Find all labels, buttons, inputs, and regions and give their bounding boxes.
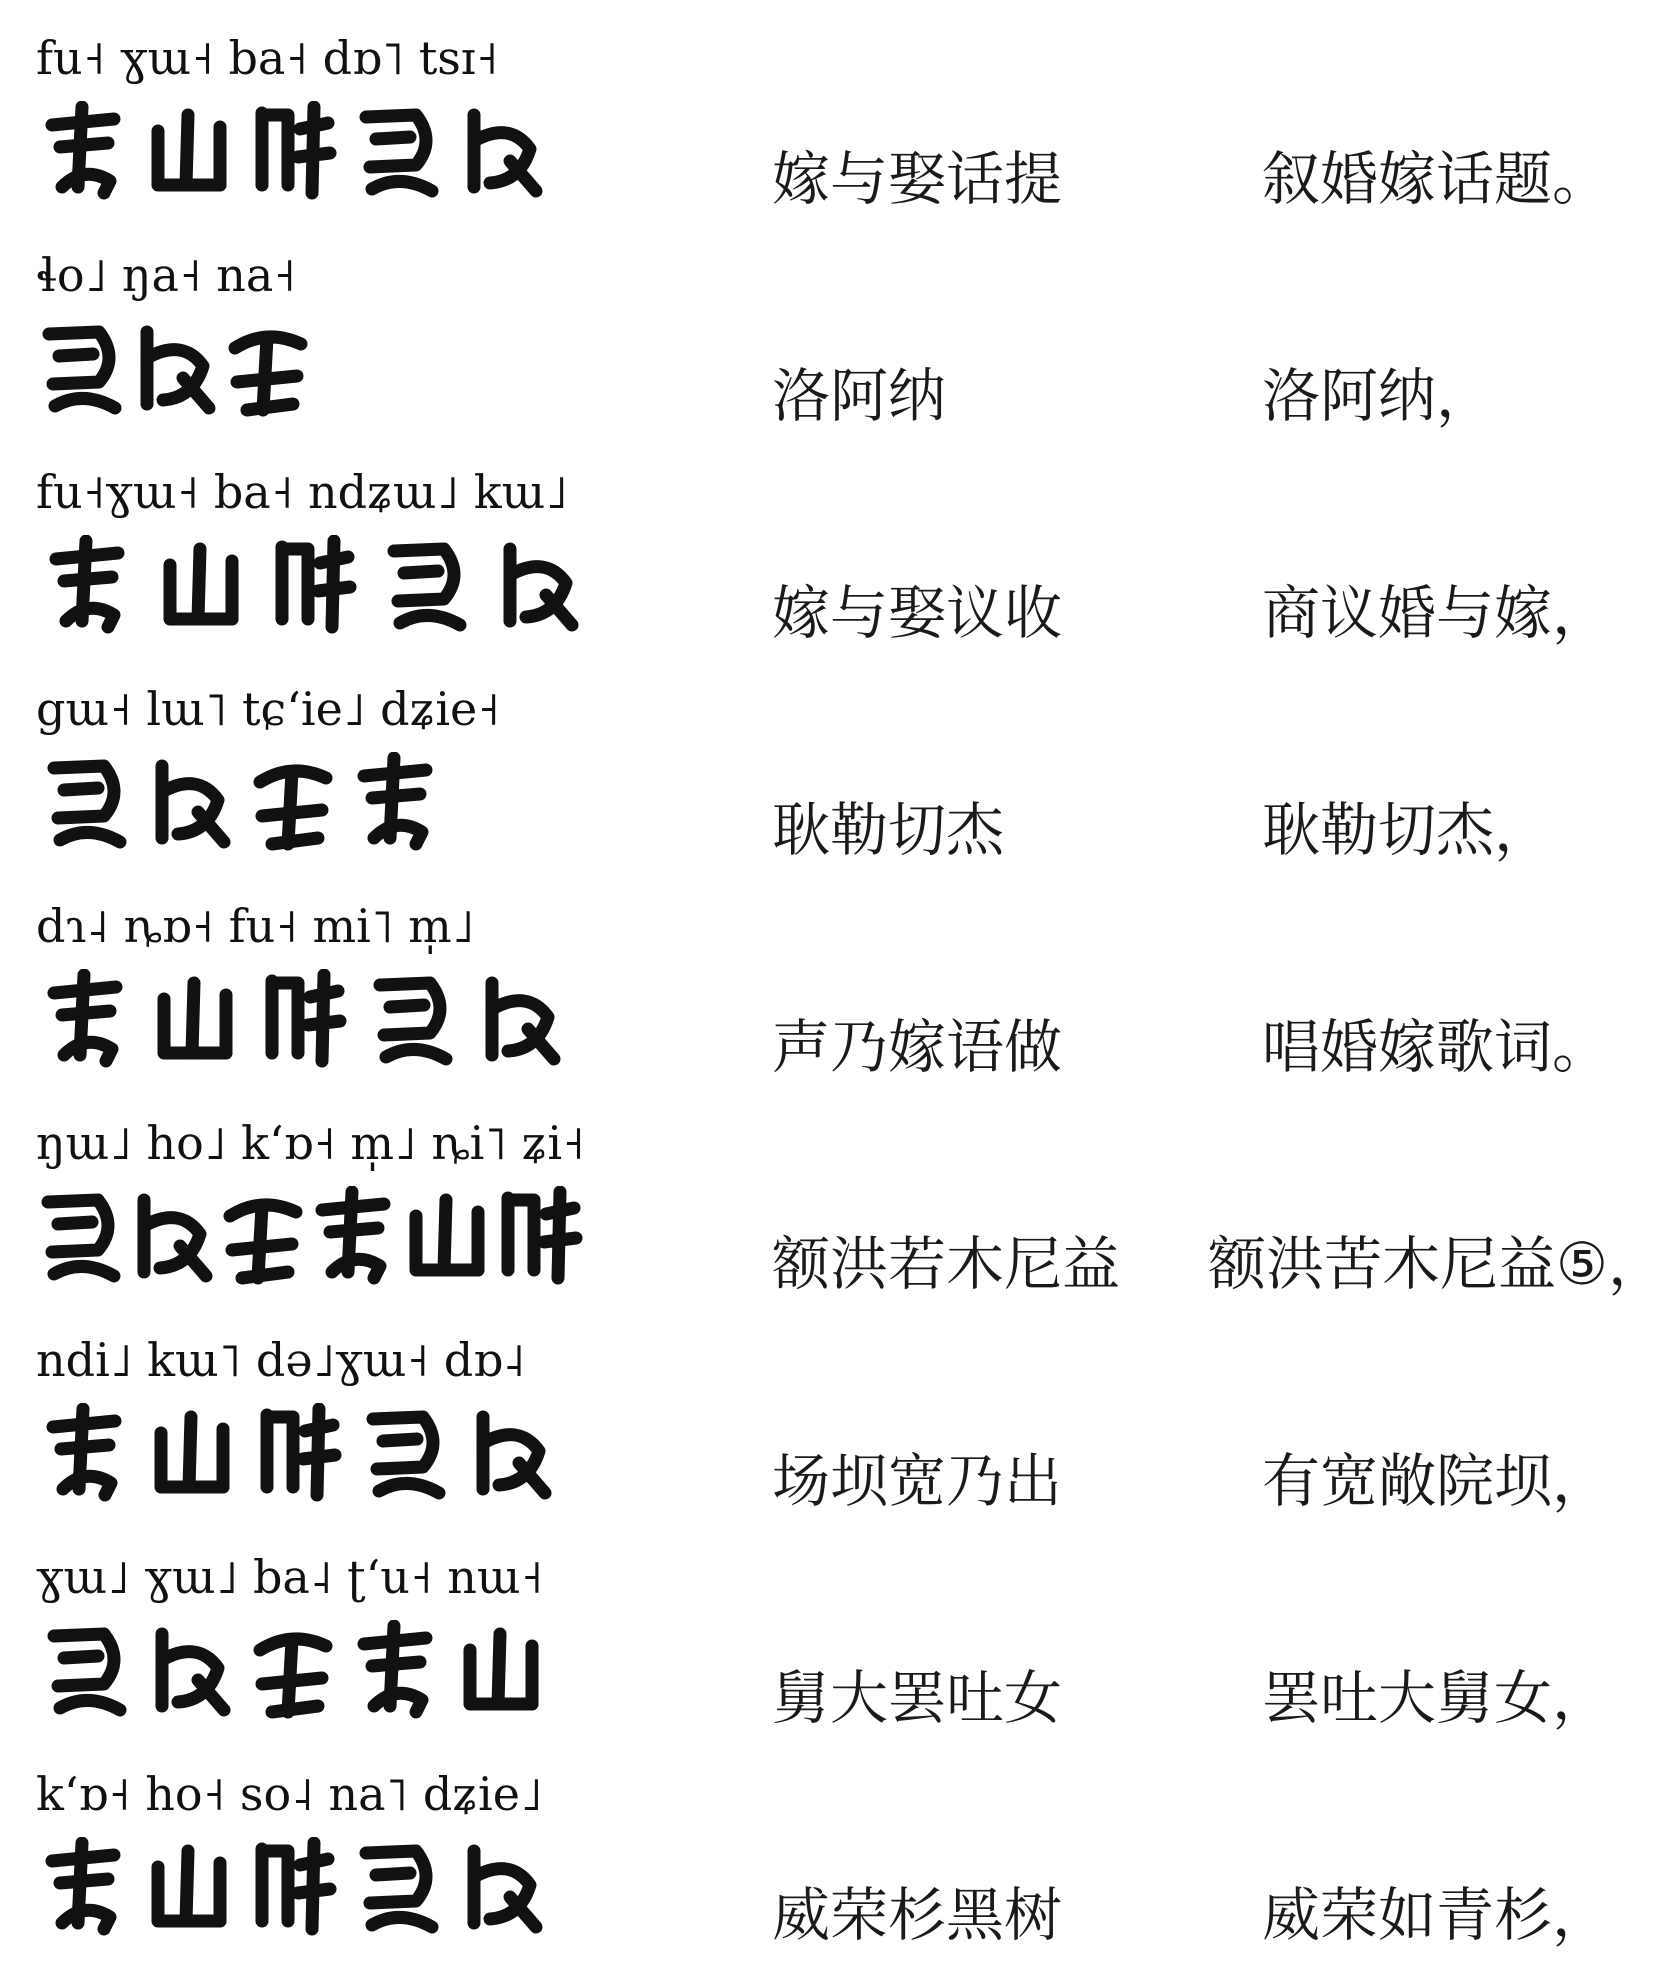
yi-glyph-icon xyxy=(218,1186,310,1286)
glyph-stroke xyxy=(186,1851,188,1921)
free-translation: 耿勒切杰， xyxy=(1262,796,1553,864)
yi-glyph-icon xyxy=(450,101,554,201)
yi-glyph-icon xyxy=(138,1837,242,1937)
yi-glyph-icon xyxy=(494,1186,586,1286)
ipa-transcription-line: dɿ˨ ȵɒ˧ fu˧ mi˥ m̩˩ xyxy=(36,899,475,953)
verse-stanza xyxy=(0,1113,1674,1330)
glyph-stroke xyxy=(298,1889,330,1893)
yi-glyph-icon xyxy=(34,1837,138,1937)
free-translation: 洛阿纳， xyxy=(1262,362,1495,430)
yi-glyph-icon xyxy=(258,535,370,635)
glyph-stroke xyxy=(404,571,438,573)
yi-glyph-icon xyxy=(128,318,222,418)
yi-glyph-icon xyxy=(34,535,146,635)
word-gloss: 嫁与娶议收 xyxy=(772,579,1063,647)
yi-script-line xyxy=(34,1181,586,1291)
ipa-transcription-line: fu˧ɣɯ˧ ba˧ ndʑɯ˩ kɯ˩ xyxy=(36,465,568,519)
yi-glyph-icon xyxy=(402,1186,494,1286)
yi-script-line xyxy=(34,530,594,640)
yi-glyph-icon xyxy=(482,535,594,635)
yi-glyph-icon xyxy=(352,1403,458,1503)
ipa-transcription-line: ŋɯ˩ ho˩ kʻɒ˧ m̩˩ ȵi˥ ʑi˧ xyxy=(36,1116,585,1170)
glyph-stroke xyxy=(272,838,318,844)
free-translation: 威荣如青杉， xyxy=(1262,1881,1611,1949)
glyph-stroke xyxy=(54,1266,114,1276)
glyph-stroke xyxy=(262,1678,322,1684)
ipa-transcription-line: ɣɯ˩ ɣɯ˩ ba˨ ʈʻu˧ nɯ˧ xyxy=(36,1550,544,1604)
verse-stanza xyxy=(0,28,1674,245)
glyph-stroke xyxy=(66,608,114,627)
yi-glyph-icon xyxy=(466,969,574,1069)
word-gloss: 额洪若木尼益 xyxy=(772,1230,1121,1298)
word-gloss: 耿勒切杰 xyxy=(772,796,1005,864)
yi-script-line xyxy=(34,313,316,423)
yi-glyph-icon xyxy=(242,752,346,852)
ipa-transcription-line: gɯ˧ lɯ˥ tɕʻie˩ dʑie˧ xyxy=(36,682,500,736)
yi-glyph-icon xyxy=(346,1837,450,1937)
yi-glyph-icon xyxy=(310,1186,402,1286)
yi-glyph-icon xyxy=(346,752,450,852)
yi-glyph-icon xyxy=(370,535,482,635)
yi-script-line xyxy=(34,1615,554,1725)
glyph-stroke xyxy=(64,788,98,790)
glyph-stroke xyxy=(192,983,194,1053)
yi-glyph-icon xyxy=(222,318,316,418)
yi-glyph-icon xyxy=(450,1837,554,1937)
free-translation: 唱婚嫁歌词。 xyxy=(1262,1013,1611,1081)
glyph-stroke xyxy=(242,1272,288,1278)
glyph-stroke xyxy=(64,1656,98,1658)
ipa-transcription-line: ndi˩ kɯ˥ də˩ɣɯ˧ dɒ˨ xyxy=(36,1333,526,1387)
glyph-stroke xyxy=(332,1259,380,1278)
free-translation: 额洪苦木尼益⑤， xyxy=(1208,1230,1666,1298)
free-translation: 叙婚嫁话题。 xyxy=(1262,145,1611,213)
glyph-stroke xyxy=(62,1910,110,1929)
yi-script-line xyxy=(34,747,450,857)
glyph-stroke xyxy=(390,1005,424,1007)
word-gloss: 舅大罢吐女 xyxy=(772,1664,1063,1732)
glyph-stroke xyxy=(64,1042,112,1061)
glyph-stroke xyxy=(303,1455,335,1459)
verse-stanza xyxy=(0,679,1674,896)
yi-glyph-icon xyxy=(34,1186,126,1286)
ipa-transcription-line: fu˧ ɣɯ˧ ba˧ dɒ˥ tsɪ˧ xyxy=(36,31,499,85)
yi-glyph-icon xyxy=(140,1403,246,1503)
free-translation: 有宽敞院坝， xyxy=(1262,1447,1611,1515)
yi-script-line xyxy=(34,964,574,1074)
glyph-stroke xyxy=(189,1417,191,1487)
glyph-stroke xyxy=(186,115,188,185)
glyph-stroke xyxy=(298,153,330,157)
glyph-stroke xyxy=(374,825,422,844)
glyph-stroke xyxy=(63,1476,111,1495)
yi-glyph-icon xyxy=(34,969,142,1069)
glyph-stroke xyxy=(247,404,293,410)
glyph-stroke xyxy=(498,1634,500,1704)
yi-glyph-icon xyxy=(242,1837,346,1937)
glyph-stroke xyxy=(237,376,297,382)
glyph-stroke xyxy=(376,1873,410,1875)
glyph-stroke xyxy=(198,549,200,619)
glyph-stroke xyxy=(59,354,93,356)
yi-glyph-icon xyxy=(346,101,450,201)
yi-glyph-icon xyxy=(250,969,358,1069)
ipa-transcription-line: ɬo˩ ŋa˧ na˧ xyxy=(36,248,296,302)
yi-glyph-icon xyxy=(242,101,346,201)
yi-glyph-icon xyxy=(138,752,242,852)
glyph-stroke xyxy=(55,398,115,408)
glyph-stroke xyxy=(60,832,120,842)
glyph-stroke xyxy=(272,1706,318,1712)
glyph-stroke xyxy=(386,1049,446,1059)
verse-stanza xyxy=(0,245,1674,462)
glyph-stroke xyxy=(544,1238,576,1242)
yi-glyph-icon xyxy=(126,1186,218,1286)
glyph-stroke xyxy=(376,137,410,139)
glyph-stroke xyxy=(232,1244,292,1250)
free-translation: 罢吐大舅女， xyxy=(1262,1664,1611,1732)
yi-script-line xyxy=(34,1398,564,1508)
glyph-stroke xyxy=(262,810,322,816)
free-translation: 商议婚与嫁， xyxy=(1262,579,1611,647)
yi-glyph-icon xyxy=(358,969,466,1069)
yi-glyph-icon xyxy=(34,318,128,418)
verse-stanza xyxy=(0,896,1674,1113)
word-gloss: 声乃嫁语做 xyxy=(772,1013,1063,1081)
yi-glyph-icon xyxy=(34,1620,138,1720)
yi-glyph-icon xyxy=(138,101,242,201)
yi-glyph-icon xyxy=(246,1403,352,1503)
glyph-stroke xyxy=(372,181,432,191)
yi-glyph-icon xyxy=(142,969,250,1069)
glyph-stroke xyxy=(400,615,460,625)
yi-glyph-icon xyxy=(346,1620,450,1720)
verse-stanza xyxy=(0,1764,1674,1981)
yi-glyph-icon xyxy=(138,1620,242,1720)
glyph-stroke xyxy=(318,587,350,591)
yi-glyph-icon xyxy=(450,1620,554,1720)
yi-glyph-icon xyxy=(34,101,138,201)
glyph-stroke xyxy=(60,1700,120,1710)
yi-glyph-icon xyxy=(34,1403,140,1503)
ipa-transcription-line: kʻɒ˧ ho˧ so˨ na˥ dʑie˩ xyxy=(36,1767,543,1821)
word-gloss: 嫁与娶话提 xyxy=(772,145,1063,213)
yi-script-line xyxy=(34,1832,554,1942)
yi-glyph-icon xyxy=(146,535,258,635)
yi-glyph-icon xyxy=(458,1403,564,1503)
glyph-stroke xyxy=(383,1439,417,1441)
verse-stanza xyxy=(0,462,1674,679)
word-gloss: 威荣杉黑树 xyxy=(772,1881,1063,1949)
glyph-stroke xyxy=(58,1222,92,1224)
verse-stanza xyxy=(0,1330,1674,1547)
verse-stanza xyxy=(0,1547,1674,1764)
glyph-stroke xyxy=(444,1200,446,1270)
glyph-stroke xyxy=(372,1917,432,1927)
glyph-stroke xyxy=(62,174,110,193)
glyph-stroke xyxy=(374,1693,422,1712)
word-gloss: 场坝宽乃出 xyxy=(772,1447,1063,1515)
yi-glyph-icon xyxy=(242,1620,346,1720)
glyph-stroke xyxy=(308,1021,340,1025)
yi-script-line xyxy=(34,96,554,206)
word-gloss: 洛阿纳 xyxy=(772,362,947,430)
glyph-stroke xyxy=(379,1483,439,1493)
yi-glyph-icon xyxy=(34,752,138,852)
